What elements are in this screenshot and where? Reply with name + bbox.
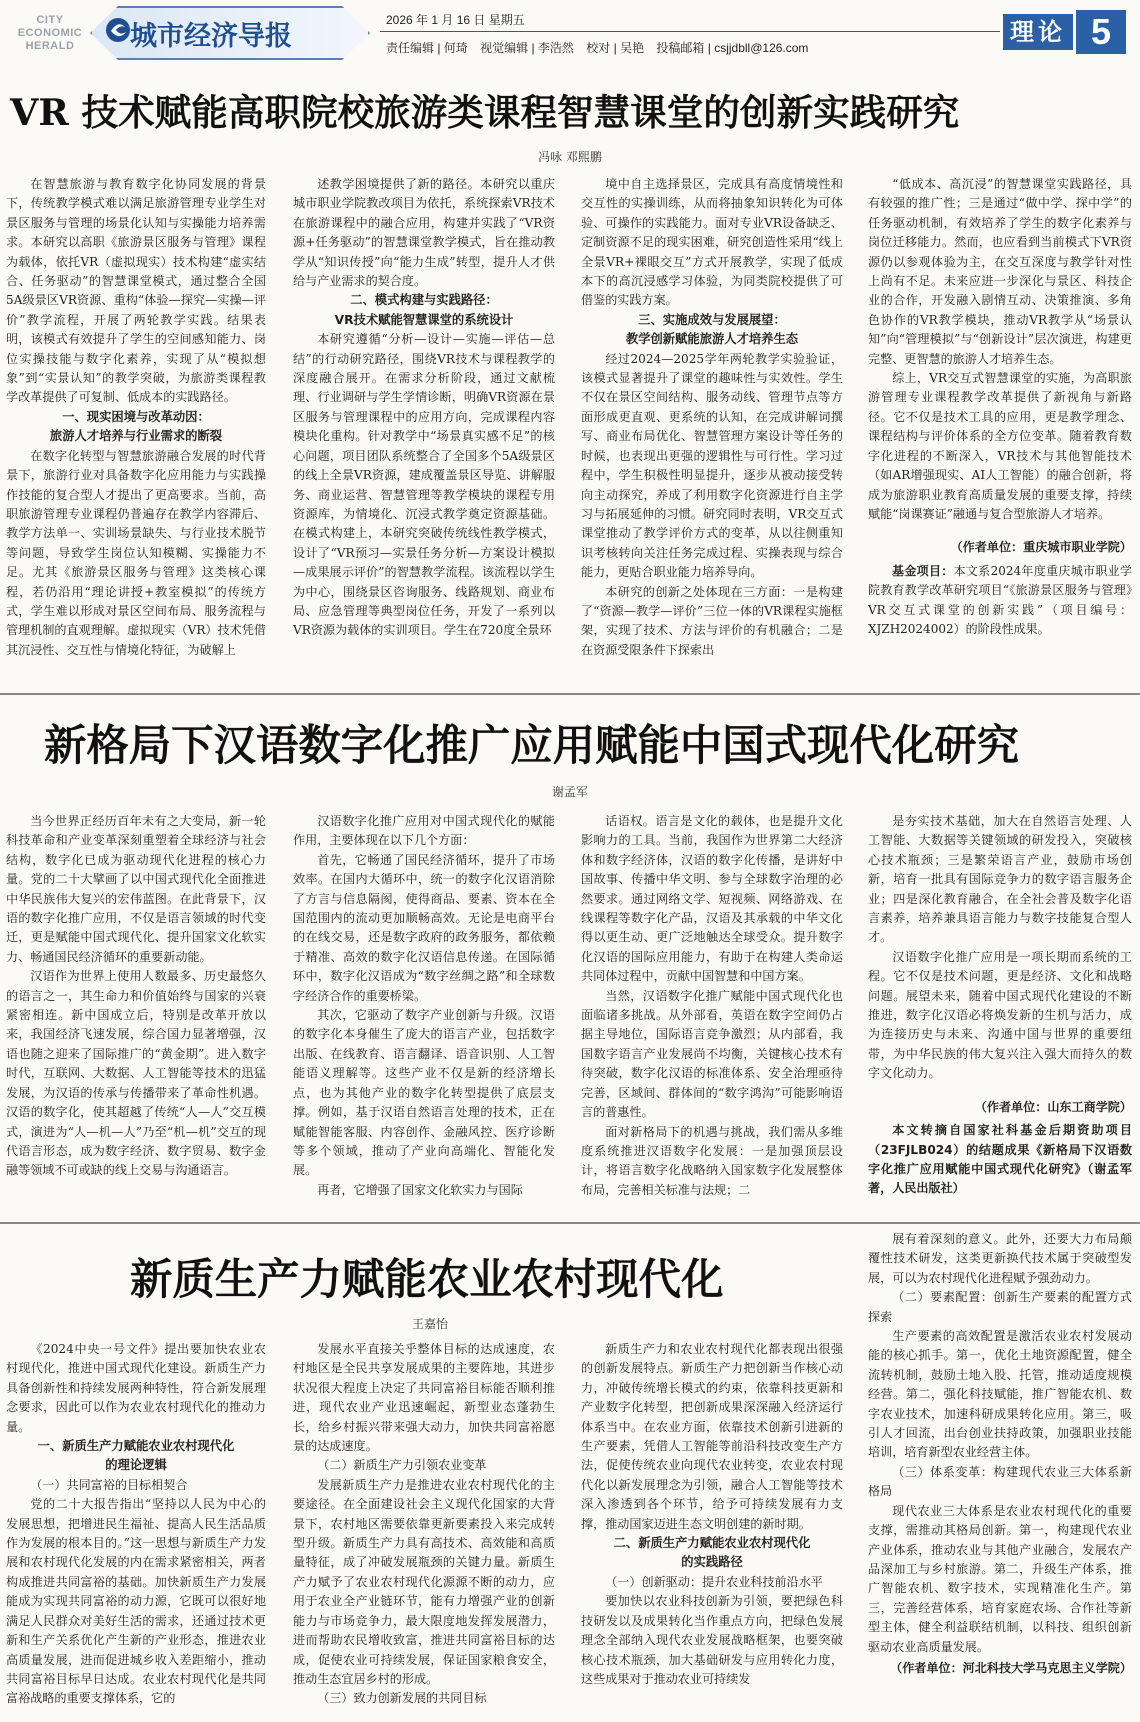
article3-title: 新质生产力赋能农业农村现代化 (130, 1254, 724, 1304)
article3-affiliation: （作者单位：河北科技大学马克思主义学院） (890, 1660, 1132, 1675)
article1-fund-note: 基金项目：本文系2024年度重庆城市职业学院教育教学改革研究项目“《旅游景区服务与管理》VR交互式课堂的创新实践”（项目编号：XJZH2024002）的阶段性成果。 (868, 563, 1132, 636)
editor-credits (386, 39, 817, 56)
article2-title: 新格局下汉语数字化推广应用赋能中国式现代化研究 (44, 720, 1019, 770)
article2-column-2: 汉语数字化推广应用对中国式现代化的赋能作用，主要体现在以下几个方面： 首先，它畅通了国民经济循环，提升了市场效率。在国内大循环中，统一的数字化汉语消除了方言与信息隔阂，使得商品、要素、资本在全国范围内的流动更加顺畅高效。无论是电商平台的在线交易，还是数字政府的政务服务，都依赖于精准、高效的数字化汉语信息传递。在国际循环中，数字化汉语成为“数字丝绸之路”和全球数字经济合作的重要桥梁。 其次，它驱动了数字产业创新与升级。汉语的数字化本身催生了庞大的语言产业，包括数字出版、在线教育、语言翻译、语音识别、人工智能语义理解等。这些产业不仅是新的经济增长点，也为其他产业的数字化转型提供了底层支撑。例如，基于汉语自然语言处理的技术，正在赋能智能客服、内容创作、金融风控、医疗诊断等多个领域，推动了产业向高端化、智能化发展。 再者，它增强了国家文化软实力与国际 (293, 814, 555, 1197)
article3-column-4: 展有着深刻的意义。此外，还要大力布局颠覆性技术研发，这类更新换代技术属于突破型发展，可以为农村现代化进程赋予强劲动力。 （二）要素配置：创新生产要素的配置方式探索 生产要素的高效配置是激活农业农村发展动能的核心抓手。第一，优化土地资源配置，健全流转机制，鼓励土地入股、托管，推动适度规模经营。第二，强化科技赋能，推广智能农机、数字农业技术，加速科研成果转化应用。第三，吸引人才回流，出台创业扶持政策，加强职业技能培训，培育新型农业经营主体。 （三）体系变革：构建现代农业三大体系新格局 现代农业三大体系是农业农村现代化的重要支撑，需推动其格局创新。第一，构建现代农业产业体系，推动农业与其他产业融合，发展农产品深加工与乡村旅游。第二，升级生产体系，推广智能农机、数字技术，实现精准化生产。第三，完善经营体系，培育家庭农场、合作社等新型主体，健全利益联结机制，以科技、组织创新驱动农业高质量发展。 （作者单位：河北科技大学马克思主义学院） (868, 1230, 1132, 1720)
article3-column-2: 发展水平直接关乎整体目标的达成速度，农村地区是全民共享发展成果的主要阵地，其进步状况很大程度上决定了共同富裕目标能否顺利推进，现代农业产业迅速崛起，新型业态蓬勃生长，给乡村振兴带来强大动力，加快共同富裕愿景的达成速度。 （二）新质生产力引领农业变革 发展新质生产力是推进农业农村现代化的主要途径。在全面建设社会主义现代化国家的大背景下，农村地区需要依靠更新要素投入来完成转型升级。新质生产力具有高技术、高效能和高质量特征，成了冲破发展瓶颈的关键力量。新质生产力赋予了农业农村现代化源源不断的动力，应用于农业全产业链环节，能有力增强产业的创新能力与市场竞争力，最大限度地发挥发展潜力，进而帮助农民增收致富，推进共同富裕目标的达成，促使农业可持续发展，保证国家粮食安全，推动生态宜居乡村的形成。 （三）致力创新发展的共同目标 (293, 1342, 555, 1706)
newspaper-logo-icon (104, 16, 132, 44)
article3-column-1: 《2024中央一号文件》提出要加快农业农村现代化，推进中国式现代化建设。新质生产力具备创新性和持续发展两种特性，符合新发展理念要求，因此可以作为农业农村现代化的推动力量。 一、新质生产力赋能农业农村现代化 的理论逻辑 （一）共同富裕的目标相契合 党的二十大报告指出“坚持以人民为中心的发展思想，把增进民生福祉、提高人民生活品质作为发展的根本目的。”这一思想与新质生产力发展和农村现代化发展的内在需求紧密相关，两者构成推进共同富裕的基础。加快新质生产力发展能成为实现共同富裕的动力源，它既可以很好地满足人民群众对美好生活的需求，还通过技术更新和生产关系优化产生新的产业形态，推进农业高质量发展，进而促进城乡收入差距缩小，推动共同富裕目标早日达成。农业农村现代化是共同富裕战略的重要支撑体系，它的 (6, 1342, 266, 1706)
article2-fund-note: 本文转摘自国家社科基金后期资助项目（23FJLB024）的结题成果《新格局下汉语数字化推广应用赋能中国式现代化研究》（谢孟军著，人民出版社） (868, 1123, 1132, 1196)
article1-title: VR 技术赋能高职院校旅游类课程智慧课堂的创新实践研究 (10, 91, 960, 134)
page-number: 5 (1076, 10, 1126, 54)
article1-column-4: “低成本、高沉浸”的智慧课堂实践路径，具有较强的推广性；三是通过“做中学、探中学”的任务驱动机制，有效培养了学生的数字化素养与岗位迁移能力。然而，也应看到当前模式下VR资源仍以参观体验为主，在交互深度与教学针对性上尚有不足。未来应进一步深化与景区、科技企业的合作，开发融入剧情互动、决策推演、多角色协作的VR教学模块，推动VR教学从“场景认知”向“管理模拟”与“创新设计”层次演进，构建更完整、更智慧的旅游人才培养生态。 综上，VR交互式智慧课堂的实施，为高职旅游管理专业课程教学改革提供了新视角与新路径。它不仅是技术工具的应用，更是教学理念、课程结构与评价体系的全方位变革。随着教育数字化进程的不断深入，VR技术与其他智能技术（如AR增强现实、AI人工智能）的融合创新，将成为旅游职业教育高质量发展的重要支撑，持续赋能“岗课赛证”融通与复合型旅游人才培养。 （作者单位：重庆城市职业学院） 基金项目：本文系2024年度重庆城市职业学院教育教学改革研究项目“《旅游景区服务与管理》VR交互式课堂的创新实践”（项目编号：XJZH2024002）的阶段性成果。 (868, 175, 1132, 685)
article2-column-1: 当今世界正经历百年未有之大变局，新一轮科技革命和产业变革深刻重塑着全球经济与社会结构，数字化已成为驱动现代化进程的核心力量。党的二十大擘画了以中国式现代化全面推进中华民族伟大复兴的宏伟蓝图。在此背景下，汉语的数字化推广应用，不仅是语言领域的时代变迁，更是赋能中国式现代化、提升国家文化软实力、畅通国民经济循环的重要新动能。 汉语作为世界上使用人数最多、历史最悠久的语言之一，其生命力和价值始终与国家的兴衰紧密相连。新中国成立后，特别是改革开放以来，我国经济飞速发展，综合国力显著增强，汉语也随之迎来了国际推广的“黄金期”。进入数字时代，互联网、大数据、人工智能等技术的迅猛发展，为汉语的传承与传播带来了革命性机遇。汉语的数字化，使其超越了传统“人—人”交互模式，演进为“人—机—人”乃至“机—机”交互的现代语言形态，成为数字经济、数字贸易、数字金融等领域不可或缺的线上交易与沟通语言。 (6, 814, 266, 1178)
article2-column-4: 是夯实技术基础，加大在自然语言处理、人工智能、大数据等关键领域的研发投入，突破核心技术瓶颈；三是繁荣语言产业，鼓励市场创新，培育一批具有国际竞争力的数字语言服务企业；四是深化教育融合，在全社会普及数字化语言素养，培养兼具语言能力与数字技能复合型人才。 汉语数字化推广应用是一项长期而系统的工程。它不仅是技术问题，更是经济、文化和战略问题。展望未来，随着中国式现代化建设的不断推进，数字化汉语必将焕发新的生机与活力，成为连接历史与未来、沟通中国与世界的重要纽带，为中华民族的伟大复兴注入强大而持久的数字文化动力。 （作者单位：山东工商学院） 本文转摘自国家社科基金后期资助项目（23FJLB024）的结题成果《新格局下汉语数字化推广应用赋能中国式现代化研究》（谢孟军著，人民出版社） (868, 812, 1132, 1212)
article3-column-3: 新质生产力和农业农村现代化都表现出很强的创新发展特点。新质生产力把创新当作核心动力，冲破传统增长模式的约束，依靠科技更新和产业数字化转型，把创新成果深深融入经济运行体系当中。在农业方面，依靠技术创新引进新的生产要素，凭借人工智能等前沿科技改变生产方法，促使传统农业向现代农业转变，农业农村现代化以新发展理念为引领，融合人工智能等技术深入渗透到各个环节，给予可持续发展有力支撑，推动国家迈进生态文明创建的新时期。 二、新质生产力赋能农业农村现代化 的实践路径 （一）创新驱动：提升农业科技前沿水平 要加快以农业科技创新为引领，要把绿色科技研发以及成果转化当作重点方向，把绿色发展理念全部纳入现代农业发展战略框架，也要突破核心技术瓶颈，加大基础研发与应用转化力度，这些成果对于推动农业可持续发 (581, 1342, 843, 1686)
article-divider (0, 693, 1140, 695)
article1-column-1: 在智慧旅游与教育数字化协同发展的背景下，传统教学模式难以满足旅游管理专业学生对景区服务与管理的场景化认知与实操能力培养需求。本研究以高职《旅游景区服务与管理》课程为载体，依托VR（虚拟现实）技术构建“虚实结合、任务驱动”的智慧课堂模式，通过整合全国5A级景区VR资源、重构“体验—探究—实操—评价”教学流程，开展了两轮教学实践。结果表明，该模式有效提升了学生的空间感知能力、岗位实操技能与数字化素养，实现了从“模拟想象”到“实景认知”的教学突破，为旅游类课程教学改革提供了可复制、低成本的实践路径。 一、现实困境与改革动因： 旅游人才培养与行业需求的断裂 在数字化转型与智慧旅游融合发展的时代背景下，旅游行业对具备数字化应用能力与实践操作技能的复合型人才提出了更高要求。当前，高职旅游管理专业课程仍普遍存在教学内容滞后、教学方法单一、实训场景缺失、与行业技术脱节等问题，导致学生岗位认知模糊、实操能力不足。尤其《旅游景区服务与管理》这类核心课程，若仍沿用“理论讲授+教室模拟”的传统方式，学生难以形成对景区空间布局、服务流程与管理机制的直观理解。虚拟现实（VR）技术凭借其沉浸性、交互性与情境化特征，为破解上 (6, 177, 266, 657)
article2-author: 谢孟军 (551, 785, 588, 799)
article1-author: 冯咏 邓熙鹏 (538, 150, 602, 164)
newspaper-name: 城市经济导报 (130, 21, 292, 52)
visual-editor: 视觉编辑 | 李浩然 (480, 41, 574, 55)
article-divider (0, 1222, 1140, 1224)
article1-column-3: 境中自主选择景区，完成具有高度情境性和交互性的实操训练，从而将抽象知识转化为可体验、可操作的实践能力。面对专业VR设备缺乏、定制资源不足的现实困难，研究创造性采用“线上全景VR+裸眼交互”方式开展教学，实现了低成本下的高沉浸感学习体验，为同类院校提供了可借鉴的实践方案。 三、实施成效与发展展望： 教学创新赋能旅游人才培养生态 经过2024—2025学年两轮教学实验验证，该模式显著提升了课堂的趣味性与实效性。学生不仅在景区空间结构、服务动线、管理节点等方面形成更直观、更系统的认知，在完成讲解词撰写、商业布局优化、智慧管理方案设计等任务的时候，也表现出更强的逻辑性与可行性。学习过程中，学生积极性明显提升，逐步从被动接受转向主动探究，养成了利用数字化资源进行自主学习与拓展延伸的习惯。研究同时表明，VR交互式课堂推动了教学评价方式的变革，从以往侧重知识考核转向关注任务完成过程、实操表现与综合能力，更贴合职业能力培养导向。 本研究的创新之处体现在三方面：一是构建了“资源—教学—评价”三位一体的VR课程实施框架，实现了技术、方法与评价的有机融合；二是在资源受限条件下探索出 (581, 177, 843, 657)
masthead-rule (380, 31, 1000, 32)
section-label: 理论 (1003, 14, 1073, 50)
brand-english-name: CITY ECONOMIC HERALD (17, 14, 83, 52)
editor-in-charge: 责任编辑 | 何琦 (386, 41, 468, 55)
article1-column-2: 述教学困境提供了新的路径。本研究以重庆城市职业学院教改项目为依托，系统探索VR技术在旅游课程中的融合应用，构建并实践了“VR资源+任务驱动”的智慧课堂教学模式，旨在推动教学从“知识传授”向“能力生成”转型，提升人才供给与产业需求的契合度。 二、模式构建与实践路径： VR技术赋能智慧课堂的系统设计 本研究遵循“分析—设计—实施—评估—总结”的行动研究路径，围绕VR技术与课程教学的深度融合展开。在需求分析阶段，通过文献梳理、行业调研与学生学情诊断，明确VR资源在景区服务与管理课程中的应用方向，完成课程内容模块化重构。针对教学中“场景真实感不足”的核心问题，项目团队系统整合了全国多个5A级景区的线上全景VR资源，建成覆盖景区导览、讲解服务、商业运营、智慧管理等教学模块的课程专用资源库，为情境化、沉浸式教学奠定资源基础。在模式构建上，本研究突破传统线性教学模式，设计了“VR预习—实景任务分析—方案设计模拟—成果展示评价”的智慧教学流程。该流程以学生为中心，围绕景区咨询服务、线路规划、商业布局、应急管理等典型岗位任务，开发了一系列以VR资源为载体的实训项目。学生在720度全景环 (293, 177, 555, 638)
article1-affiliation: （作者单位：重庆城市职业学院） (950, 540, 1132, 555)
submission-email[interactable]: 投稿邮箱 | csjjdbll@126.com (656, 41, 809, 55)
article2-affiliation: （作者单位：山东工商学院） (974, 1099, 1132, 1114)
article2-column-3: 话语权。语言是文化的载体，也是提升文化影响力的工具。当前，我国作为世界第二大经济体和数字经济体，汉语的数字化传播，是讲好中国故事、传播中华文明、参与全球数字治理的必然要求。通过网络文学、短视频、网络游戏、在线课程等数字化产品，汉语及其承载的中华文化得以更生动、更广泛地触达全球受众。提升数字化汉语的国际应用能力，有助于在构建人类命运共同体过程中，贡献中国智慧和中国方案。 当然，汉语数字化推广赋能中国式现代化也面临诸多挑战。从外部看，英语在数字空间仍占据主导地位，国际语言竞争激烈；从内部看，我国数字语言产业发展尚不均衡，关键核心技术有待突破，数字化汉语的标准体系、安全治理亟待完善，区域间、群体间的“数字鸿沟”可能影响语言的普惠性。 面对新格局下的机遇与挑战，我们需从多维度系统推进汉语数字化发展：一是加强顶层设计，将语言数字化战略纳入国家数字化发展整体布局，完善相关标准与法规；二 (581, 814, 843, 1197)
issue-date: 2026 年 1 月 16 日 星期五 (386, 13, 525, 27)
proofreader: 校对 | 吴艳 (586, 41, 645, 55)
article3-author: 王嘉怡 (411, 1317, 448, 1331)
